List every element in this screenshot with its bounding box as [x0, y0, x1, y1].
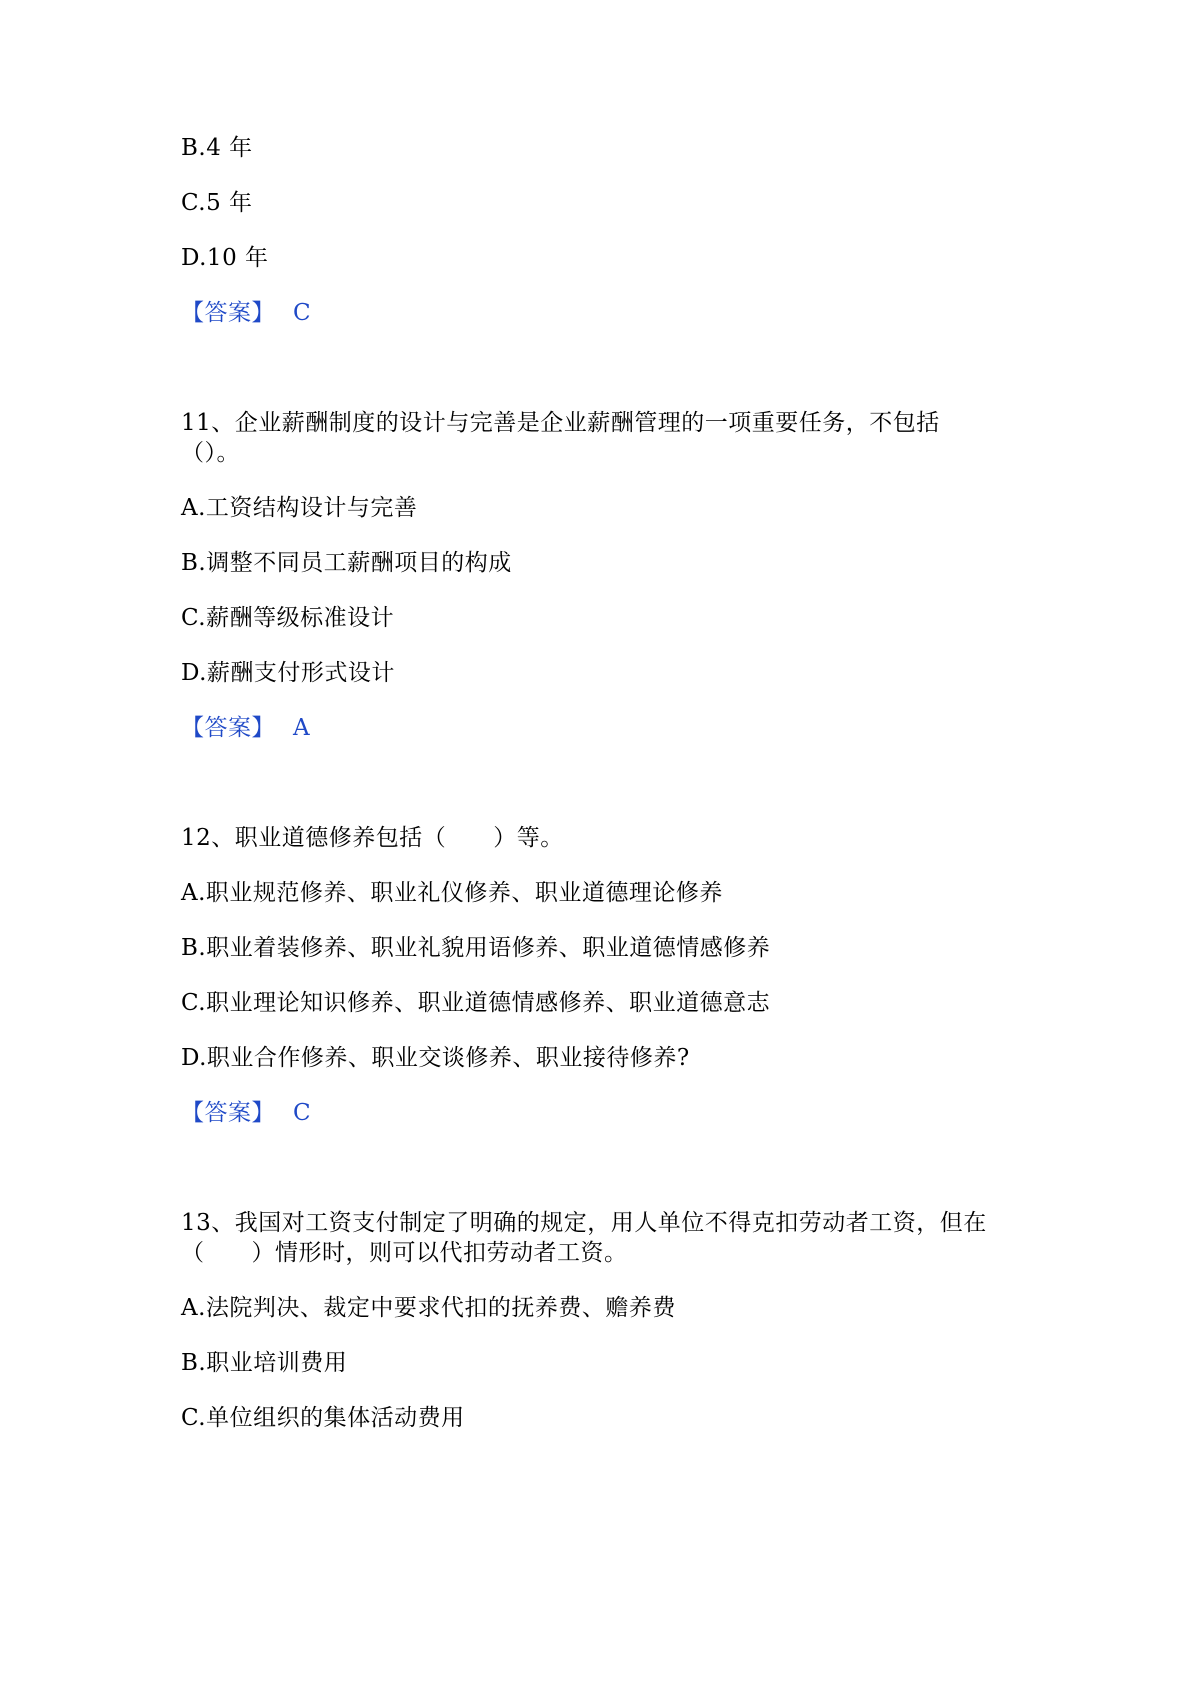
q12-answer	[181, 1098, 311, 1128]
q10-option-c: C.5 年	[181, 190, 253, 216]
q12-option-b: B.职业着装修养、职业礼貌用语修养、职业道德情感修养	[181, 935, 771, 961]
q13-option-c: C.单位组织的集体活动费用	[181, 1405, 465, 1431]
answer-label: 【答案】	[181, 1100, 275, 1126]
answer-value: C	[293, 300, 312, 326]
q10-option-b: B.4 年	[181, 135, 253, 161]
q13-option-a: A.法院判决、裁定中要求代扣的抚养费、赡养费	[181, 1295, 676, 1321]
q13-option-b: B.职业培训费用	[181, 1350, 348, 1376]
q12-option-a: A.职业规范修养、职业礼仪修养、职业道德理论修养	[181, 880, 723, 906]
q13-question-line2: （ ）情形时，则可以代扣劳动者工资。	[181, 1240, 628, 1266]
q12-question-line1: 12、职业道德修养包括（ ）等。	[181, 825, 564, 851]
q12-option-d: D.职业合作修养、职业交谈修养、职业接待修养?	[181, 1045, 690, 1071]
q12-option-c: C.职业理论知识修养、职业道德情感修养、职业道德意志	[181, 990, 771, 1016]
q11-question-line2: （）。	[181, 440, 240, 466]
q11-option-a: A.工资结构设计与完善	[181, 495, 418, 521]
q11-option-b: B.调整不同员工薪酬项目的构成	[181, 550, 512, 576]
q10-answer	[181, 298, 311, 328]
q11-option-c: C.薪酬等级标准设计	[181, 605, 395, 631]
answer-label: 【答案】	[181, 300, 275, 326]
answer-value: C	[293, 1100, 312, 1126]
answer-label: 【答案】	[181, 715, 275, 741]
q11-question-line1: 11、企业薪酬制度的设计与完善是企业薪酬管理的一项重要任务，不包括	[181, 410, 940, 436]
q10-option-d: D.10 年	[181, 245, 269, 271]
q11-option-d: D.薪酬支付形式设计	[181, 660, 395, 686]
q11-answer	[181, 713, 310, 743]
q13-question-line1: 13、我国对工资支付制定了明确的规定，用人单位不得克扣劳动者工资，但在	[181, 1210, 987, 1236]
answer-value: A	[293, 715, 311, 741]
